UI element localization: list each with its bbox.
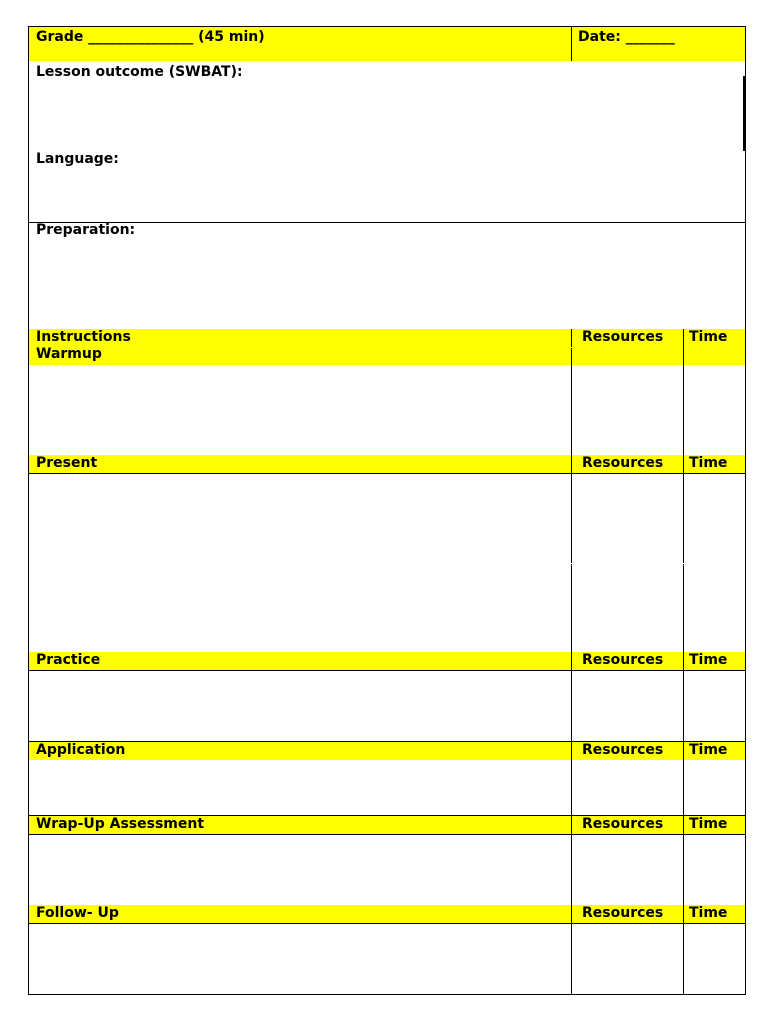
time-label-followup: Time: [689, 905, 728, 921]
header-divider: [571, 26, 572, 61]
present-resources-divider-top: [571, 455, 572, 563]
lesson-outcome-label: Lesson outcome (SWBAT):: [36, 64, 243, 80]
grade-field-label: Grade _______________ (45 min): [36, 29, 265, 45]
followup-resources-divider: [571, 905, 572, 995]
wrapup-time-divider: [683, 816, 684, 906]
time-label-wrapup: Time: [689, 816, 728, 832]
time-label-application: Time: [689, 742, 728, 758]
date-field-label: Date: _______: [578, 29, 675, 45]
time-label-warmup: Time: [689, 329, 728, 345]
instructions-label: Instructions: [36, 329, 131, 345]
time-label-practice: Time: [689, 652, 728, 668]
resources-label-followup: Resources: [582, 905, 664, 921]
section-title-application: Application: [36, 742, 126, 758]
application-resources-divider: [571, 742, 572, 816]
resources-label-practice: Resources: [582, 652, 664, 668]
resources-label-present: Resources: [582, 455, 664, 471]
practice-resources-divider: [571, 652, 572, 742]
warmup-time-divider: [683, 329, 684, 455]
present-resources-divider-bottom: [571, 564, 572, 652]
followup-header-line: [28, 923, 746, 924]
preparation-label: Preparation:: [36, 222, 136, 238]
practice-header-line: [28, 670, 746, 671]
resources-label-wrapup: Resources: [582, 816, 664, 832]
section-title-present: Present: [36, 455, 98, 471]
present-header-line: [28, 473, 746, 474]
followup-time-divider: [683, 905, 684, 995]
section-title-wrapup: Wrap-Up Assessment: [36, 816, 205, 832]
language-label: Language:: [36, 151, 119, 167]
resources-label-application: Resources: [582, 742, 664, 758]
outcome-right-mark: [743, 76, 745, 151]
lesson-plan-sheet: [28, 26, 746, 995]
section-title-followup: Follow- Up: [36, 905, 119, 921]
sheet-border: [28, 26, 746, 995]
time-label-present: Time: [689, 455, 728, 471]
wrapup-header-line: [28, 834, 746, 835]
section-title-warmup: Warmup: [36, 346, 102, 362]
wrapup-resources-divider: [571, 816, 572, 906]
resources-label-warmup: Resources: [582, 329, 664, 345]
present-time-divider-bottom: [683, 564, 684, 652]
practice-time-divider: [683, 652, 684, 742]
present-time-divider-top: [683, 455, 684, 563]
section-title-practice: Practice: [36, 652, 101, 668]
application-time-divider: [683, 742, 684, 816]
outcome-bottom-line: [28, 222, 746, 223]
